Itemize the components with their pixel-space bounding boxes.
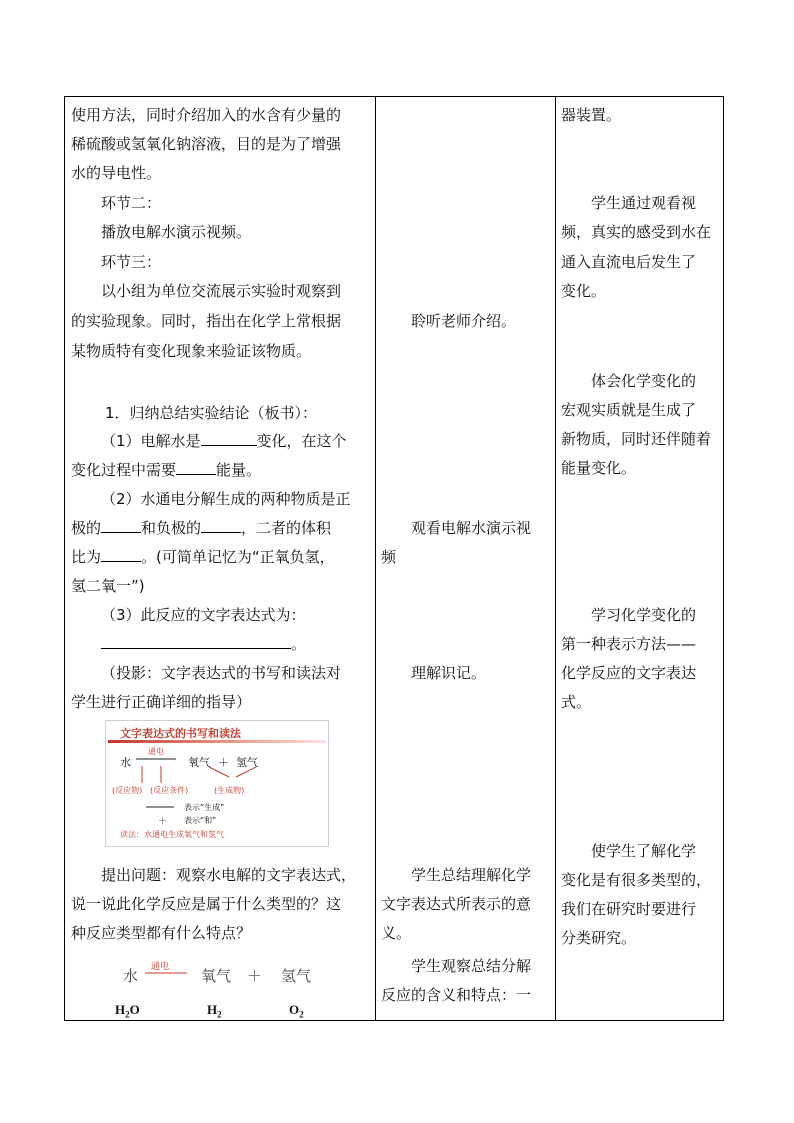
formula-subscript: 2 [217, 1009, 222, 1020]
text-line: 宏观实质就是生成了 [561, 401, 697, 419]
text-line: 某物质特有变化现象来验证该物质。 [71, 342, 312, 360]
text-line: 以小组为单位交流展示实验时观察到 [101, 282, 342, 300]
product-hydrogen: 氢气 [236, 756, 258, 769]
text-fragment: 。 [291, 635, 307, 653]
text-line: 观看电解水演示视 [411, 519, 532, 537]
condition-annotation: (反应条件) [150, 786, 189, 795]
text-line: 化学反应的文字表达 [561, 664, 697, 682]
plus-symbol: ＋ [158, 817, 168, 827]
text-line: 播放电解水演示视频。 [101, 223, 252, 241]
arrow-meaning: 表示“生成” [184, 803, 225, 812]
text-line: 学生进行正确详细的指导） [71, 693, 252, 711]
text-line: 提出问题：观察水电解的文字表达式， [101, 866, 357, 884]
text-fragment: 能量。 [216, 461, 262, 479]
text-line: 体会化学变化的 [591, 372, 697, 390]
condition-label: 通电 [151, 962, 170, 972]
word-equation-slide [105, 720, 329, 847]
text-line: 环节三： [101, 253, 162, 271]
text-line: 变化。 [561, 282, 607, 300]
plus-sign: ＋ [247, 967, 263, 985]
formula-subscript: 2 [125, 1009, 130, 1020]
text-line: 第一种表示方法—— [561, 635, 697, 653]
text-line: 频 [381, 548, 397, 566]
text-line: 通入直流电后发生了 [561, 253, 697, 271]
fill-blank [201, 431, 257, 446]
text-line: 义。 [381, 924, 412, 942]
formula-hydrogen [207, 1002, 222, 1020]
text-fragment: 极的 [71, 519, 102, 537]
text-fragment: （1）电解水是 [101, 432, 201, 450]
product-label: (生成物) [214, 786, 245, 795]
text-line [71, 543, 369, 572]
student-activity-column [375, 97, 555, 1020]
text-line: 聆听老师介绍。 [411, 312, 517, 330]
text-line: 器装置。 [561, 106, 622, 124]
formula-part: H [115, 1002, 126, 1017]
formula-part: H [207, 1002, 218, 1017]
text-line [71, 514, 369, 543]
text-line: 频，真实的感受到水在 [561, 223, 712, 241]
equation-lines [106, 721, 328, 846]
teacher-activity-column [65, 97, 375, 1020]
text-line: 环节二： [101, 194, 162, 212]
text-fragment: 变化过程中需要 [71, 461, 177, 479]
text-line: （2）水通电分解生成的两种物质是正 [101, 490, 351, 508]
text-line: 我们在研究时要进行 [561, 900, 697, 918]
plus-meaning: 表示“和” [184, 816, 217, 825]
fill-blank [101, 634, 291, 649]
formula-part: O [289, 1002, 300, 1017]
text-line: 能量变化。 [561, 459, 637, 477]
text-line: 学习化学变化的 [591, 606, 697, 624]
text-line: 式。 [561, 693, 592, 711]
text-line: 1．归纳总结实验结论（板书）： [105, 404, 318, 422]
fill-blank [176, 460, 216, 475]
text-line: （投影：文字表达式的书写和读法对 [101, 664, 342, 682]
lesson-table [64, 96, 724, 1021]
reactant-water: 水 [120, 756, 131, 769]
text-line: 学生通过观看视 [591, 194, 697, 212]
design-intent-column [555, 97, 725, 1020]
product-oxygen: 氧气 [188, 756, 210, 769]
text-line: 变化是有很多类型的， [561, 871, 712, 889]
product-oxygen: 氧气 [201, 967, 232, 985]
text-fragment: 和负极的 [141, 519, 202, 537]
formula-part: O [129, 1002, 140, 1017]
text-line: 种反应类型都有什么特点？ [71, 924, 252, 942]
text-fragment: 变化，在这个 [256, 432, 347, 450]
fill-blank [101, 547, 141, 562]
text-line: 学生观察总结分解 [411, 957, 532, 975]
text-line: 使用方法，同时介绍加入的水含有少量的 [71, 106, 342, 124]
text-line: 稀硫酸或氢氧化钠溶液，目的是为了增强 [71, 135, 342, 153]
text-line: 新物质，同时还伴随着 [561, 430, 712, 448]
text-line: 学生总结理解化学 [411, 866, 532, 884]
fill-blank [101, 518, 141, 533]
text-fragment: ，二者的体积 [241, 519, 332, 537]
reactant-water: 水 [123, 967, 139, 985]
slide-title: 文字表达式的书写和读法 [120, 727, 241, 740]
condition-label: 通电 [148, 747, 164, 756]
text-line: 水的导电性。 [71, 164, 162, 182]
formula-water [115, 1002, 140, 1020]
text-fragment: 比为 [71, 548, 102, 566]
product-hydrogen: 氢气 [281, 967, 312, 985]
fill-blank [201, 518, 241, 533]
reading-text: 读法：水通电生成氧气和氢气 [120, 830, 224, 839]
text-line [101, 630, 399, 659]
text-line: 的实验现象。同时，指出在化学上常根据 [71, 312, 342, 330]
text-line: 说一说此化学反应是属于什么类型的？这 [71, 895, 342, 913]
word-equation [115, 959, 345, 1019]
reactant-label: (反应物) [112, 786, 143, 795]
text-line: 反应的含义和特点：一 [381, 986, 532, 1004]
text-line: 氢二氧一”) [71, 577, 145, 595]
text-fragment: 。(可简单记忆为“正氧负氢， [141, 548, 335, 566]
plus-sign: ＋ [218, 756, 229, 769]
text-line: 理解识记。 [411, 664, 487, 682]
text-line: 文字表达式所表示的意 [381, 895, 532, 913]
text-line [101, 427, 399, 456]
text-line [71, 456, 369, 485]
text-line: 分类研究。 [561, 929, 637, 947]
text-line: 使学生了解化学 [591, 842, 697, 860]
formula-subscript: 2 [299, 1009, 304, 1020]
text-line: （3）此反应的文字表达式为： [101, 606, 306, 624]
formula-oxygen [289, 1002, 304, 1020]
